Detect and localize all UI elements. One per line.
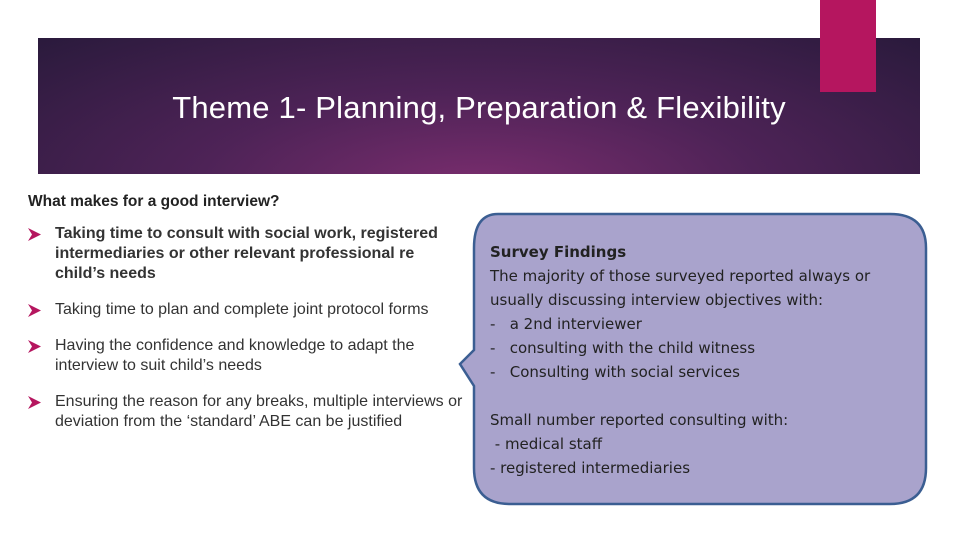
bullet-text: Taking time to consult with social work, registered intermediaries or other relevant professional re child’s needs [55,225,438,282]
bullet-text: Ensuring the reason for any breaks, multiple interviews or deviation from the ‘standard’ ABE can be justified [55,393,463,430]
slide-title: Theme 1- Planning, Preparation & Flexibility [172,90,786,125]
callout-item: - a 2nd interviewer [490,315,642,333]
diamond-arrow-icon [28,228,41,241]
bullet-text: Having the confidence and knowledge to adapt the interview to suit child’s needs [55,337,415,374]
diamond-arrow-icon [28,396,41,409]
callout-item: - consulting with the child witness [490,339,756,357]
list-item [28,224,468,284]
bullet-list [28,224,468,448]
list-item [28,336,468,376]
callout-heading: Survey Findings [490,243,627,261]
callout-intro: The majority of those surveyed reported always or usually discussing interview objectives with: [490,267,871,309]
bullet-text: Taking time to plan and complete joint protocol forms [55,301,429,318]
callout-content [490,240,910,480]
diamond-arrow-icon [28,340,41,353]
callout-item: - Consulting with social services [490,363,740,381]
callout-small-item: - registered intermediaries [490,459,691,477]
list-item [28,392,468,432]
callout-small-heading: Small number reported consulting with: [490,411,789,429]
list-item [28,300,468,320]
diamond-arrow-icon [28,304,41,317]
question-heading: What makes for a good interview? [28,193,280,210]
callout-small-item: - medical staff [490,435,603,453]
